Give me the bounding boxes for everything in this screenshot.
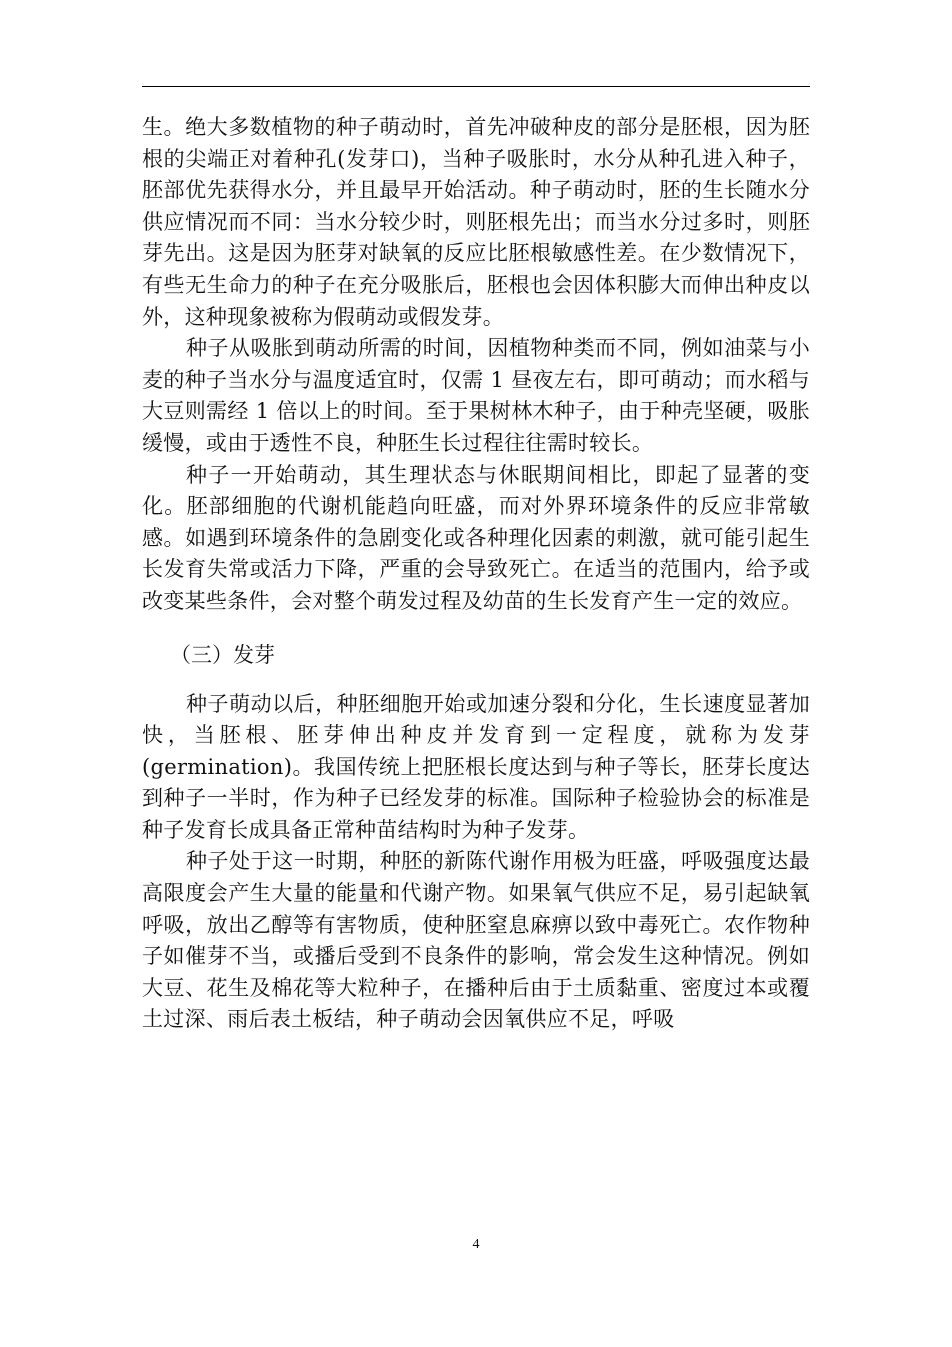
- section-heading: （三）发芽: [170, 642, 275, 667]
- document-body: [142, 112, 810, 1036]
- paragraph-continuation: 生。绝大多数植物的种子萌动时，首先冲破种皮的部分是胚根，因为胚根的尖端正对着种孔(发芽口)，当种子吸胀时，水分从种孔进入种子，胚部优先获得水分，并且最早开始活动。种子萌动时，胚的生长随水分供应情况而不同：当水分较少时，则胚根先出；而当水分过多时，则胚芽先出。这是因为胚芽对缺氧的反应比胚根敏感性差。在少数情况下，有些无生命力的种子在充分吸胀后，胚根也会因体积膨大而伸出种皮以外，这种现象被称为假萌动或假发芽。: [142, 115, 810, 329]
- paragraph-metabolism: 种子处于这一时期，种胚的新陈代谢作用极为旺盛，呼吸强度达最高限度会产生大量的能量和代谢产物。如果氧气供应不足，易引起缺氧呼吸，放出乙醇等有害物质，使种胚窒息麻痹以致中毒死亡。农作物种子如催芽不当，或播后受到不良条件的影响，常会发生这种情况。例如大豆、花生及棉花等大粒种子，在播种后由于土质黏重、密度过本或覆土过深、雨后表土板结，种子萌动会因氧供应不足，呼吸: [142, 849, 810, 1032]
- header-rule: [142, 86, 810, 87]
- page-number: 4: [472, 1237, 480, 1252]
- paragraph-germination-definition: 种子萌动以后，种胚细胞开始或加速分裂和分化，生长速度显著加快，当胚根、胚芽伸出种皮并发育到一定程度，就称为发芽(germination)。我国传统上把胚根长度达到与种子等长，胚芽长度达到种子一半时，作为种子已经发芽的标准。国际种子检验协会的标准是种子发育长成具备正常种苗结构时为种子发芽。: [142, 691, 810, 842]
- paragraph-germination-time: 种子从吸胀到萌动所需的时间，因植物种类而不同，例如油菜与小麦的种子当水分与温度适宜时，仅需 1 昼夜左右，即可萌动；而水稻与大豆则需经 1 倍以上的时间。至于果树林木种子，由于种壳坚硬，吸胀缓慢，或由于透性不良，种胚生长过程往往需时较长。: [142, 336, 810, 455]
- paragraph-physiological-state: 种子一开始萌动，其生理状态与休眠期间相比，即起了显著的变化。胚部细胞的代谢机能趋向旺盛，而对外界环境条件的反应非常敏感。如遇到环境条件的急剧变化或各种理化因素的刺激，就可能引起生长发育失常或活力下降，严重的会导致死亡。在适当的范围内，给予或改变某些条件，会对整个萌发过程及幼苗的生长发育产生一定的效应。: [142, 462, 810, 613]
